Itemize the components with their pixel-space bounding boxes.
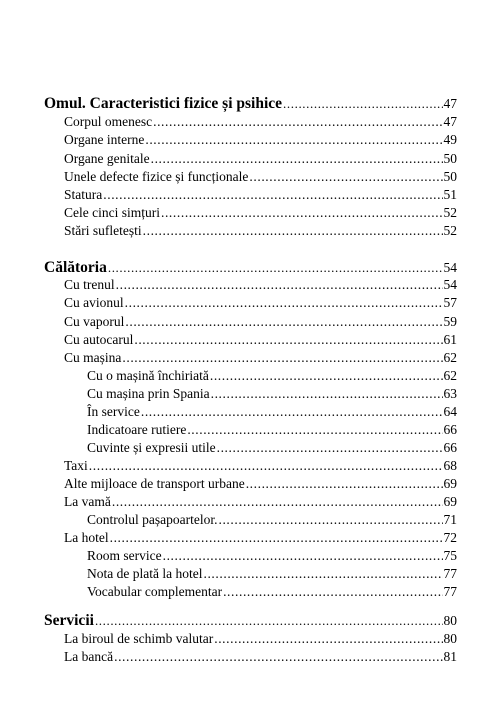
toc-entry-page: 63 — [443, 386, 457, 401]
toc-entry[interactable] — [64, 296, 457, 310]
toc-entry[interactable] — [64, 632, 457, 646]
toc-entry-page: 47 — [443, 96, 457, 111]
toc-entry-title: Statura — [64, 187, 103, 202]
dot-leader — [210, 369, 443, 383]
toc-entry[interactable] — [64, 152, 457, 166]
toc-entry-title: La biroul de schimb valutar — [64, 631, 214, 646]
toc-entry[interactable] — [64, 333, 457, 347]
toc-entry[interactable] — [44, 260, 457, 276]
toc-entry-page: 77 — [443, 584, 457, 599]
toc-entry-page: 49 — [443, 132, 457, 147]
dot-leader — [163, 549, 443, 563]
toc-entry-title: Cu vaporul — [64, 314, 125, 329]
dot-leader — [246, 477, 443, 491]
toc-entry-title: Cu mașina — [64, 350, 122, 365]
toc-entry-title: Corpul omenesc — [64, 114, 153, 129]
toc-entry-page: 59 — [443, 314, 457, 329]
toc-entry-page: 62 — [443, 350, 457, 365]
toc-entry-page: 77 — [443, 566, 457, 581]
toc-entry-page: 68 — [443, 458, 457, 473]
toc-entry[interactable] — [64, 459, 457, 473]
dot-leader — [145, 133, 442, 147]
toc-entry-page: 50 — [443, 151, 457, 166]
toc-entry[interactable] — [64, 495, 457, 509]
toc-entry[interactable] — [64, 477, 457, 491]
toc-entry-title: La vamă — [64, 494, 111, 509]
dot-leader — [187, 423, 442, 437]
toc-entry-title: Stări sufletești — [64, 223, 142, 238]
dot-leader — [141, 405, 443, 419]
dot-leader — [114, 650, 442, 664]
toc-entry-page: 52 — [443, 205, 457, 220]
toc-entry-title: La hotel — [64, 530, 109, 545]
toc-entry[interactable] — [64, 531, 457, 545]
toc-entry[interactable] — [64, 170, 457, 184]
toc-entry-title: Room service — [87, 548, 162, 563]
toc-entry[interactable] — [64, 224, 457, 238]
toc-entry[interactable] — [64, 278, 457, 292]
toc-entry[interactable] — [64, 315, 457, 329]
toc-entry-title: Cuvinte și expresii utile — [87, 440, 216, 455]
toc-entry-title: Indicatoare rutiere — [87, 422, 187, 437]
toc-entry-page: 61 — [443, 332, 457, 347]
toc-entry[interactable] — [64, 115, 457, 129]
toc-entry-title: Cu o mașină închiriată — [87, 368, 209, 383]
dot-leader — [153, 115, 442, 129]
toc-entry-page: 52 — [443, 223, 457, 238]
toc-entry-title: În service — [87, 404, 140, 419]
toc-entry-page: 69 — [443, 494, 457, 509]
dot-leader — [103, 188, 442, 202]
toc-entry[interactable] — [87, 387, 457, 401]
toc-entry-page: 75 — [443, 548, 457, 563]
toc-entry-title: Taxi — [64, 458, 88, 473]
toc-entry-title: Servicii — [44, 612, 94, 629]
toc-entry-page: 66 — [443, 440, 457, 455]
toc-entry-title: Organe genitale — [64, 151, 150, 166]
toc-entry-title: Unele defecte fizice și funcționale — [64, 169, 249, 184]
dot-leader — [116, 278, 443, 292]
dot-leader — [125, 296, 443, 310]
dot-leader — [151, 152, 443, 166]
dot-leader — [122, 351, 442, 365]
toc-entry-page: 51 — [443, 187, 457, 202]
toc-entry[interactable] — [87, 585, 457, 599]
toc-entry-page: 64 — [443, 404, 457, 419]
dot-leader — [161, 206, 443, 220]
toc-entry[interactable] — [87, 405, 457, 419]
toc-entry-page: 72 — [443, 530, 457, 545]
dot-leader — [211, 387, 443, 401]
toc-entry-page: 71 — [443, 512, 457, 527]
dot-leader — [218, 513, 442, 527]
toc-entry[interactable] — [64, 650, 457, 664]
toc-entry-page: 80 — [443, 613, 457, 628]
toc-entry[interactable] — [87, 513, 457, 527]
toc-entry-title: Nota de plată la hotel — [87, 566, 203, 581]
toc-entry[interactable] — [87, 423, 457, 437]
toc-entry[interactable] — [64, 133, 457, 147]
dot-leader — [283, 97, 442, 110]
dot-leader — [134, 333, 442, 347]
toc-entry[interactable] — [87, 441, 457, 455]
dot-leader — [143, 224, 443, 238]
dot-leader — [125, 315, 442, 329]
toc-entry[interactable] — [44, 96, 457, 112]
toc-entry-title: Alte mijloace de transport urbane — [64, 476, 245, 491]
toc-entry[interactable] — [44, 613, 457, 629]
toc-entry-page: 57 — [443, 295, 457, 310]
toc-entry-title: Cu trenul — [64, 277, 115, 292]
toc-entry-title: Cele cinci simțuri — [64, 205, 160, 220]
dot-leader — [214, 632, 442, 646]
toc-entry-title: Cu mașina prin Spania — [87, 386, 210, 401]
toc-entry-title: Omul. Caracteristici fizice și psihice — [44, 95, 283, 112]
dot-leader — [223, 585, 442, 599]
toc-entry-page: 54 — [443, 260, 457, 275]
dot-leader — [95, 614, 443, 627]
dot-leader — [217, 441, 443, 455]
dot-leader — [112, 495, 443, 509]
toc-entry-title: Controlul pașapoartelor. — [87, 512, 218, 527]
toc-entry[interactable] — [64, 206, 457, 220]
toc-entry-title: Vocabular complementar — [87, 584, 223, 599]
toc-entry-title: La bancă — [64, 649, 114, 664]
toc-entry-page: 81 — [443, 649, 457, 664]
toc-entry-page: 54 — [443, 277, 457, 292]
dot-leader — [108, 261, 443, 274]
dot-leader — [203, 567, 442, 581]
toc-entry[interactable] — [87, 549, 457, 563]
toc-entry[interactable] — [64, 351, 457, 365]
toc-entry-page: 80 — [443, 631, 457, 646]
toc-entry-title: Organe interne — [64, 132, 145, 147]
toc-entry-page: 50 — [443, 169, 457, 184]
toc-entry-title: Cu avionul — [64, 295, 124, 310]
toc-entry[interactable] — [87, 369, 457, 383]
toc-entry-page: 47 — [443, 114, 457, 129]
toc-entry[interactable] — [64, 188, 457, 202]
toc-entry-page: 66 — [443, 422, 457, 437]
toc-entry-page: 62 — [443, 368, 457, 383]
toc-entry-title: Cu autocarul — [64, 332, 134, 347]
toc-entry-title: Călătoria — [44, 259, 107, 276]
toc-entry-page: 69 — [443, 476, 457, 491]
dot-leader — [89, 459, 443, 473]
toc-entry[interactable] — [87, 567, 457, 581]
dot-leader — [110, 531, 443, 545]
dot-leader — [249, 170, 442, 184]
